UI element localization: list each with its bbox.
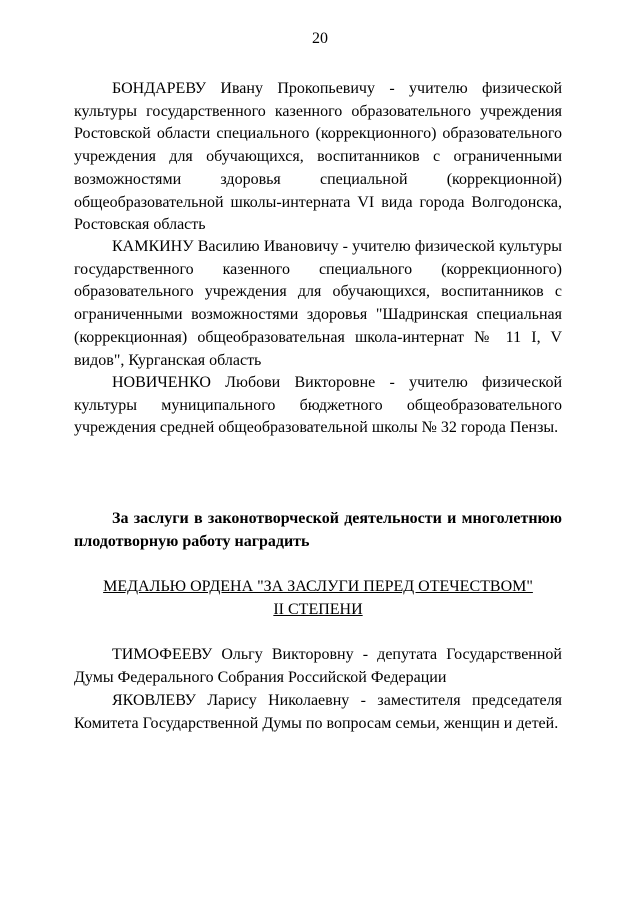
recipient-description: - депутата Государственной Думы Федерального Собрания Российской Федерации: [74, 646, 562, 686]
medal-title-line1: МЕДАЛЬЮ ОРДЕНА "ЗА ЗАСЛУГИ ПЕРЕД ОТЕЧЕСТВОМ": [103, 578, 533, 595]
medal-title-line2: II СТЕПЕНИ: [273, 600, 363, 618]
recipient-name: БОНДАРЕВУ Ивану Прокопьевичу: [112, 80, 375, 97]
recipient-description: - учителю физической культуры государственного казенного специального (коррекционного) образовательного учреждения для обучающихся, воспитанников с ограниченными возможностями здоровья "Шадринская специальная (коррекционная) общеобразовательная школа-интернат № 11 I, V видов", Курганская область: [74, 238, 562, 369]
page-number: 20: [312, 30, 328, 47]
award-heading: За заслуги в законотворческой деятельности и многолетнюю плодотворную работу наградить: [74, 510, 562, 550]
recipient-name: НОВИЧЕНКО Любови Викторовне: [112, 374, 376, 391]
award-entry-timofeeva: [74, 644, 562, 689]
recipient-name: КАМКИНУ Василию Ивановичу: [112, 238, 339, 255]
award-entry-yakovleva: [74, 690, 562, 735]
recipient-name: ЯКОВЛЕВУ Ларису Николаевну: [112, 692, 350, 709]
recipient-name: ТИМОФЕЕВУ Ольгу Викторовну: [112, 646, 354, 663]
recipient-description: - заместителя председателя Комитета Государственной Думы по вопросам семьи, женщин и детей.: [74, 692, 563, 732]
medal-title: [74, 576, 562, 621]
award-entry-novichenko: [74, 372, 562, 440]
award-entry-bondarev: [74, 78, 562, 237]
award-entry-kamkin: [74, 236, 562, 372]
recipient-description: - учителю физической культуры государственного казенного образовательного учреждения Ростовской области специального (коррекционного) образовательного учреждения для обучающихся, воспитанников с ограниченными возможностями здоровья специальной (коррекционной) общеобразовательной школы-интерната VI вида города Волгодонска, Ростовская область: [74, 80, 563, 234]
recipient-description: - учителю физической культуры муниципального бюджетного общеобразовательного учреждения средней общеобразовательной школы № 32 города Пензы.: [74, 374, 563, 437]
